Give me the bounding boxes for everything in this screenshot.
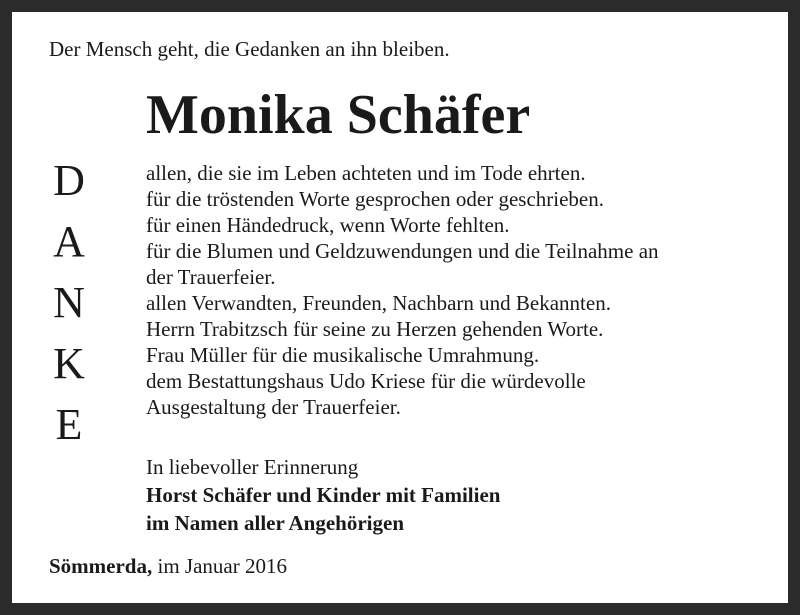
closing-family: Horst Schäfer und Kinder mit Familien [146, 483, 501, 507]
place-date [49, 553, 287, 579]
thanks-line: allen, die sie im Leben achteten und im Tode ehrten. [146, 161, 586, 185]
thanks-list [146, 160, 659, 420]
deceased-name: Monika Schäfer [146, 84, 531, 146]
danke-vertical [44, 150, 94, 455]
thanks-line: für einen Händedruck, wenn Worte fehlten. [146, 213, 510, 237]
danke-letter: E [55, 400, 83, 449]
danke-letter: K [53, 339, 85, 388]
danke-letter: A [53, 217, 85, 266]
footer-place: Sömmerda, [49, 554, 153, 578]
thanks-line: allen Verwandten, Freunden, Nachbarn und Bekannten. [146, 291, 611, 315]
closing-relatives: im Namen aller Angehörigen [146, 511, 405, 535]
thanks-line: der Trauerfeier. [146, 265, 276, 289]
thanks-line: für die Blumen und Geldzuwendungen und die Teilnahme an [146, 239, 659, 263]
motto: Der Mensch geht, die Gedanken an ihn bleiben. [49, 37, 450, 61]
danke-letter: N [53, 278, 85, 327]
thanks-line: Ausgestaltung der Trauerfeier. [146, 395, 401, 419]
closing-intro: In liebevoller Erinnerung [146, 455, 359, 479]
thanks-line: Frau Müller für die musikalische Umrahmung. [146, 343, 540, 367]
thanks-line: Herrn Trabitzsch für seine zu Herzen gehenden Worte. [146, 317, 604, 341]
footer-date: im Januar 2016 [157, 554, 287, 578]
thanks-line: dem Bestattungshaus Udo Kriese für die würdevolle [146, 369, 586, 393]
closing-block [146, 453, 500, 537]
thanks-line: für die tröstenden Worte gesprochen oder geschrieben. [146, 187, 605, 211]
danke-letter: D [53, 156, 85, 205]
